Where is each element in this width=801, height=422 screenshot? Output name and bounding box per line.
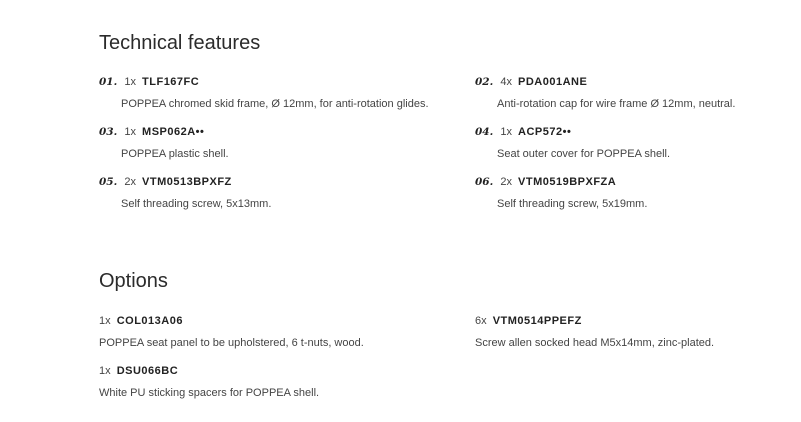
item-code: VTM0519BPXFZA (518, 176, 617, 188)
item-quantity: 1x (124, 126, 136, 138)
item-description: POPPEA chromed skid frame, Ø 12mm, for anti-rotation glides. (121, 98, 429, 110)
item-description: Seat outer cover for POPPEA shell. (497, 148, 671, 160)
item-description: Screw allen socked head M5x14mm, zinc-plated. (475, 337, 715, 349)
item-code: VTM0513BPXFZ (142, 176, 232, 188)
item-description: White PU sticking spacers for POPPEA shell. (99, 387, 320, 399)
item-number: 05. (99, 176, 118, 188)
item-quantity: 1x (99, 365, 111, 377)
item-code: TLF167FC (142, 76, 200, 88)
item-quantity: 4x (500, 76, 512, 88)
item-number: 04. (475, 126, 494, 138)
item-header (475, 125, 801, 139)
item-description: Anti-rotation cap for wire frame Ø 12mm, neutral. (497, 98, 736, 110)
item-number: 03. (99, 126, 118, 138)
options-title: Options (99, 270, 168, 292)
tech-item-03 (99, 125, 439, 161)
item-description: POPPEA plastic shell. (121, 148, 229, 160)
item-header (475, 75, 801, 89)
item-quantity: 6x (475, 315, 487, 327)
item-header (99, 314, 439, 328)
item-description: POPPEA seat panel to be upholstered, 6 t-nuts, wood. (99, 337, 364, 349)
tech-item-05 (99, 175, 439, 211)
item-header (99, 75, 439, 89)
item-header (99, 364, 439, 378)
item-number: 01. (99, 76, 118, 88)
item-quantity: 2x (500, 176, 512, 188)
tech-item-01 (99, 75, 439, 111)
item-number: 06. (475, 176, 494, 188)
item-code: VTM0514PPEFZ (492, 315, 582, 327)
item-description: Self threading screw, 5x19mm. (497, 198, 648, 210)
tech-item-02 (475, 75, 801, 111)
option-item-3 (99, 364, 439, 400)
item-header (475, 314, 801, 328)
item-description: Self threading screw, 5x13mm. (121, 198, 272, 210)
tech-item-06 (475, 175, 801, 211)
option-item-2 (475, 314, 801, 350)
item-quantity: 1x (99, 315, 111, 327)
technical-features-title: Technical features (99, 32, 261, 54)
item-code: MSP062A•• (142, 126, 205, 138)
item-quantity: 1x (124, 76, 136, 88)
item-code: COL013A06 (116, 315, 183, 327)
item-header (99, 175, 439, 189)
item-quantity: 1x (500, 126, 512, 138)
tech-item-04 (475, 125, 801, 161)
item-code: PDA001ANE (518, 76, 588, 88)
item-quantity: 2x (124, 176, 136, 188)
item-code: DSU066BC (116, 365, 179, 377)
item-code: ACP572•• (518, 126, 572, 138)
item-header (475, 175, 801, 189)
item-header (99, 125, 439, 139)
item-number: 02. (475, 76, 494, 88)
option-item-1 (99, 314, 439, 350)
